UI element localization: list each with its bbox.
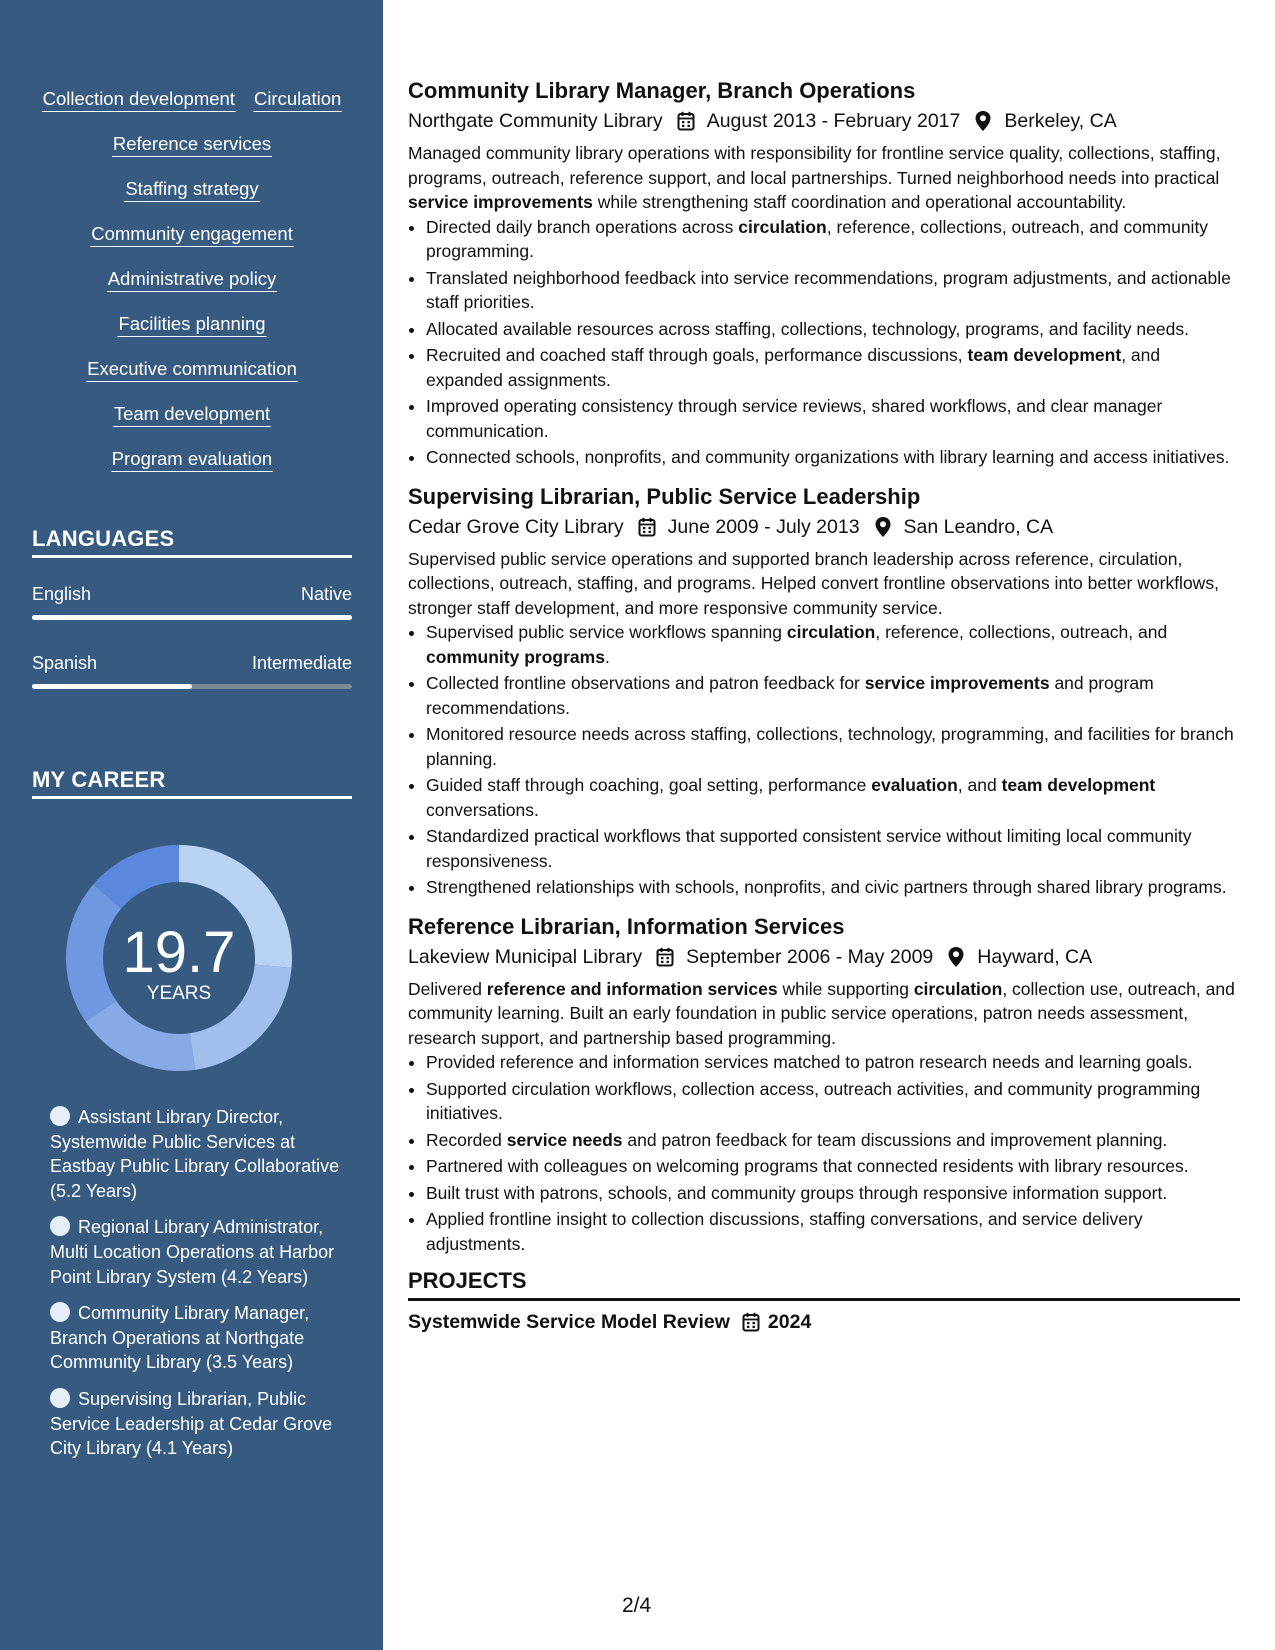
sidebar: [0, 0, 383, 1650]
text-run: Partnered with colleagues on welcoming programs that connected residents with library resources.: [426, 1156, 1189, 1176]
job-location: Hayward, CA: [977, 945, 1093, 968]
bullet-item: [426, 773, 1240, 822]
skill-row: [32, 222, 352, 267]
job-meta: [408, 512, 1240, 542]
text-run: and program recommendations.: [426, 673, 1154, 718]
main-content: [408, 76, 1240, 1337]
career-color-dot: [50, 1216, 70, 1236]
emphasis-text: service improvements: [864, 673, 1050, 693]
text-run: , and expanded assignments.: [426, 345, 1161, 390]
text-run: .: [604, 646, 610, 667]
location-pin-icon: [872, 516, 894, 538]
text-run: Guided staff through coaching, goal setting, performance: [426, 775, 872, 795]
emphasis-text: circulation: [913, 978, 1003, 999]
emphasis-text: reference and information services: [486, 978, 778, 999]
career-color-dot: [50, 1388, 70, 1408]
career-heading: MY CAREER: [32, 767, 352, 799]
text-run: , reference, collections, outreach, and community programming.: [426, 216, 1209, 261]
text-run: conversations.: [426, 799, 539, 820]
career-item: [50, 1387, 350, 1461]
text-run: Delivered: [408, 978, 487, 999]
project-entry: [408, 1307, 1240, 1337]
skill-tag: Program evaluation: [111, 447, 273, 472]
location-pin-icon: [972, 110, 994, 132]
career-item: [50, 1301, 350, 1375]
career-color-dot: [50, 1106, 70, 1126]
text-run: Strengthened relationships with schools, nonprofits, and civic partners through shared library programs.: [426, 877, 1227, 897]
job-entry: [408, 912, 1240, 1257]
career-donut-chart: [66, 845, 292, 1071]
skill-tag: Circulation: [253, 87, 342, 112]
skill-tag: Staffing strategy: [124, 177, 259, 202]
text-run: while strengthening staff coordination and operational accountability.: [592, 192, 1127, 212]
bullet-item: [426, 1154, 1240, 1179]
calendar-icon: [654, 946, 676, 968]
career-item-text: Supervising Librarian, Public Service Leadership at Cedar Grove City Library (4.1 Years): [50, 1388, 333, 1459]
languages-heading: LANGUAGES: [32, 526, 352, 558]
calendar-icon: [675, 110, 697, 132]
project-year: 2024: [767, 1311, 812, 1333]
language-bar: [32, 684, 352, 689]
text-run: , reference, collections, outreach, and: [875, 622, 1168, 642]
emphasis-text: team development: [967, 345, 1122, 365]
career-years-value: 19.7: [122, 920, 236, 985]
skill-row: [32, 402, 352, 447]
bullet-item: [426, 445, 1240, 470]
job-dates: June 2009 - July 2013: [667, 515, 860, 538]
emphasis-text: team development: [1001, 775, 1156, 795]
job-description: [408, 547, 1240, 621]
skill-tag: Team development: [113, 402, 271, 427]
text-run: and patron feedback for team discussions and improvement planning.: [622, 1129, 1168, 1150]
career-color-dot: [50, 1302, 70, 1322]
skill-row: [32, 447, 352, 492]
job-bullets: [408, 215, 1240, 470]
career-item: [50, 1215, 350, 1289]
text-run: Translated neighborhood feedback into service recommendations, program adjustments, and actionable staff priorities.: [426, 267, 1231, 312]
page-number: 2/4: [622, 1594, 652, 1617]
career-donut-segment: [66, 884, 121, 1021]
job-organization: Lakeview Municipal Library: [408, 945, 643, 968]
career-years-unit: YEARS: [146, 983, 212, 1004]
language-name: Spanish: [32, 653, 98, 673]
text-run: Supervised public service workflows spanning: [426, 622, 787, 642]
job-meta: [408, 942, 1240, 972]
bullet-item: [426, 317, 1240, 342]
job-bullets: [408, 1050, 1240, 1256]
bullet-item: [426, 1181, 1240, 1206]
text-run: Collected frontline observations and patron feedback for: [426, 673, 865, 693]
skill-row: [32, 312, 352, 357]
text-run: Managed community library operations with responsibility for frontline service quality, collections, staffing, programs, outreach, reference support, and local partnerships. Turned neighborhood needs into practical: [408, 143, 1221, 188]
text-run: Supervised public service operations and supported branch leadership across reference, circulation, collections, outreach, staffing, and programs. Helped convert frontline observations into better workflows, stronger staff development, and more responsive community service.: [408, 548, 1219, 618]
bullet-item: [426, 620, 1240, 669]
language-bar-fill: [32, 615, 352, 620]
language-name: English: [32, 584, 92, 604]
career-donut-segment: [86, 1001, 196, 1071]
skill-tag: Facilities planning: [117, 312, 266, 337]
bullet-item: [426, 215, 1240, 264]
job-entry: [408, 482, 1240, 900]
job-location: San Leandro, CA: [903, 515, 1054, 538]
job-dates: September 2006 - May 2009: [686, 945, 934, 968]
text-run: Supported circulation workflows, collection access, outreach activities, and community programming initiatives.: [426, 1078, 1201, 1123]
emphasis-text: circulation: [738, 216, 827, 237]
language-spanish: [32, 653, 352, 689]
career-item-text: Assistant Library Director, Systemwide Public Services at Eastbay Public Library Collaborative (5.2 Years): [50, 1107, 340, 1201]
bullet-item: [426, 824, 1240, 873]
text-run: Built trust with patrons, schools, and community groups through responsive information support.: [426, 1182, 1168, 1203]
career-list: [50, 1105, 350, 1473]
bullet-item: [426, 1128, 1240, 1153]
text-run: Applied frontline insight to collection discussions, staffing conversations, and service delivery adjustments.: [426, 1209, 1143, 1254]
career-item: [50, 1105, 350, 1203]
job-title: Supervising Librarian, Public Service Leadership: [408, 483, 921, 509]
language-bar-fill: [32, 684, 192, 689]
projects-heading: PROJECTS: [408, 1268, 1240, 1301]
emphasis-text: service improvements: [408, 192, 593, 212]
language-bar: [32, 615, 352, 620]
calendar-icon: [636, 516, 658, 538]
bullet-item: [426, 343, 1240, 392]
skill-row: [32, 87, 352, 132]
language-level: Intermediate: [251, 653, 352, 673]
skill-tag: Collection development: [42, 87, 236, 112]
job-entry: [408, 76, 1240, 470]
bullet-item: [426, 394, 1240, 443]
text-run: Recruited and coached staff through goals, performance discussions,: [426, 345, 968, 365]
text-run: , collection use, outreach, and community learning. Built an early foundation in public service operations, patron needs assessment, research support, and partnership based programming.: [408, 978, 1235, 1048]
job-description: [408, 977, 1240, 1051]
bullet-item: [426, 722, 1240, 771]
skills-list: [32, 87, 352, 492]
bullet-item: [426, 266, 1240, 315]
bullet-item: [426, 1050, 1240, 1075]
job-location: Berkeley, CA: [1004, 110, 1117, 132]
bullet-item: [426, 1077, 1240, 1126]
project-name: Systemwide Service Model Review: [408, 1311, 730, 1333]
job-dates: August 2013 - February 2017: [706, 110, 961, 132]
text-run: , and: [957, 775, 1002, 795]
text-run: Recorded: [426, 1129, 507, 1150]
job-title: Reference Librarian, Information Services: [408, 913, 845, 939]
emphasis-text: community programs: [426, 646, 605, 667]
emphasis-text: evaluation: [871, 775, 958, 795]
text-run: Monitored resource needs across staffing, collections, technology, programming, and facilities for branch planning.: [426, 724, 1234, 769]
text-run: Allocated available resources across staffing, collections, technology, programs, and facility needs.: [426, 318, 1189, 339]
job-description: [408, 141, 1240, 215]
skill-row: [32, 177, 352, 222]
career-item-text: Regional Library Administrator, Multi Location Operations at Harbor Point Library System (4.2 Years): [50, 1217, 335, 1287]
skill-row: [32, 132, 352, 177]
bullet-item: [426, 1207, 1240, 1256]
emphasis-text: service needs: [506, 1129, 623, 1150]
skill-tag: Community engagement: [90, 222, 294, 247]
job-organization: Cedar Grove City Library: [408, 515, 624, 538]
job-bullets: [408, 620, 1240, 900]
career-item-text: Community Library Manager, Branch Operations at Northgate Community Library (3.5 Years): [50, 1303, 310, 1373]
language-level: Native: [300, 584, 352, 604]
skill-tag: Administrative policy: [107, 267, 278, 292]
bullet-item: [426, 875, 1240, 900]
skill-row: [32, 357, 352, 402]
emphasis-text: circulation: [786, 622, 876, 642]
location-pin-icon: [945, 946, 967, 968]
text-run: Directed daily branch operations across: [426, 216, 739, 237]
text-run: while supporting: [777, 978, 914, 999]
skill-tag: Executive communication: [86, 357, 298, 382]
text-run: Standardized practical workflows that supported consistent service without limiting local community responsiveness.: [426, 826, 1192, 871]
language-english: [32, 584, 352, 620]
text-run: Provided reference and information services matched to patron research needs and learning goals.: [426, 1052, 1193, 1072]
text-run: Improved operating consistency through service reviews, shared workflows, and clear manager communication.: [426, 396, 1163, 441]
job-meta: [408, 106, 1240, 136]
skill-row: [32, 267, 352, 312]
job-title: Community Library Manager, Branch Operations: [408, 78, 916, 103]
job-organization: Northgate Community Library: [408, 110, 663, 132]
bullet-item: [426, 671, 1240, 720]
skill-tag: Reference services: [112, 132, 272, 157]
text-run: Connected schools, nonprofits, and community organizations with library learning and access initiatives.: [426, 447, 1230, 467]
calendar-icon: [742, 1312, 760, 1332]
